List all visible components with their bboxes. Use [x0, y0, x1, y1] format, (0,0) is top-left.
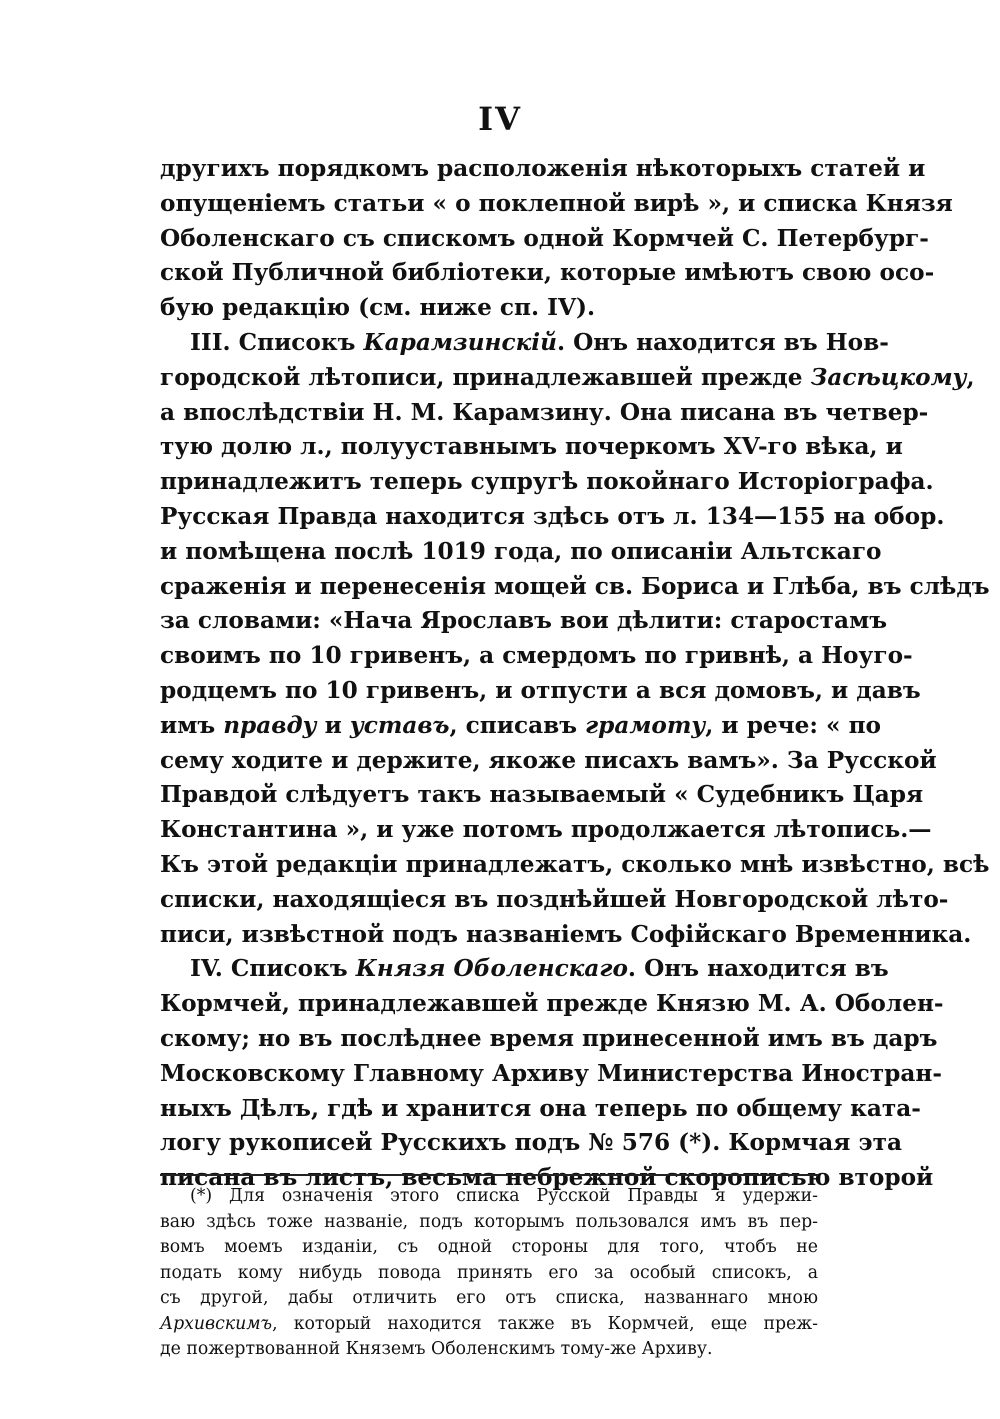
footnote-line: Архивскимъ, который находится также въ Кормчей, еще преж-: [160, 1313, 818, 1334]
text-line: ныхъ Дѣлъ, гдѣ и хранится она теперь по общему ката-: [160, 1094, 921, 1122]
text-line: Оболенскаго съ спискомъ одной Кормчей С. Петербург-: [160, 224, 929, 252]
text-line: Кормчей, принадлежавшей прежде Князю М. А. Оболен-: [160, 990, 944, 1018]
text-line: бую редакцію (см. ниже сп. IV).: [160, 294, 596, 322]
text-line: Московскому Главному Архиву Министерства Иностран-: [160, 1059, 942, 1087]
text-line: и помѣщена послѣ 1019 года, по описаніи Альтскаго: [160, 537, 882, 565]
text-line: Къ этой редакціи принадлежатъ, сколько мнѣ извѣстно, всѣ: [160, 850, 990, 878]
text-line: тую долю л., полууставнымъ почеркомъ XV-го вѣка, и: [160, 433, 903, 461]
text-line: сраженія и перенесенія мощей св. Бориса и Глѣба, въ слѣдъ: [160, 572, 990, 600]
text-line: опущеніемъ статьи « о поклепной вирѣ », и списка Князя: [160, 189, 953, 217]
text-line: Правдой слѣдуетъ такъ называемый « Судебникъ Царя: [160, 781, 924, 809]
footnote-line: (*) Для означенія этого списка Русской Правды я удержи-: [190, 1186, 818, 1206]
main-text: [160, 152, 990, 1196]
text-line: имъ правду и уставъ, списавъ грамоту, и рече: « по: [160, 711, 882, 739]
footnote-line: съ другой, дабы отличить его отъ списка, названнаго мною: [160, 1288, 818, 1308]
text-line: писи, извѣстной подъ названіемъ Софійскаго Временника.: [160, 920, 972, 948]
text-line: родцемъ по 10 гривенъ, и отпусти а вся домовъ, и давъ: [160, 676, 921, 704]
text-line: за словами: «Нача Ярославъ вои дѣлити: старостамъ: [160, 607, 887, 635]
text-line: Русская Правда находится здѣсь отъ л. 134—155 на обор.: [160, 502, 945, 530]
footnote-line: подать кому нибудь повода принять его за особый списокъ, а: [160, 1262, 818, 1283]
footnote-divider: [160, 1174, 818, 1176]
text-line: Константина », и уже потомъ продолжается лѣтопись.—: [160, 816, 932, 844]
text-line: другихъ порядкомъ расположенія нѣкоторыхъ статей и: [160, 155, 926, 182]
text-line: ской Публичной библіотеки, которые имѣютъ свою осо-: [160, 259, 935, 287]
text-line: а впослѣдствіи Н. М. Карамзину. Она писана въ четвер-: [160, 398, 929, 426]
footnote-line: ваю здѣсь тоже названіе, подъ которымъ пользовался имъ въ пер-: [160, 1211, 818, 1232]
text-line: III. Списокъ Карамзинскій. Онъ находится въ Нов-: [190, 328, 889, 356]
page-number: IV: [478, 100, 522, 138]
text-line: сему ходите и держите, якоже писахъ вамъ». За Русской: [160, 746, 937, 774]
text-line: писана въ листъ, весьма небрежной скорописью второй: [160, 1164, 934, 1192]
footnotes: [160, 1184, 818, 1363]
text-line: принадлежитъ теперь супругѣ покойнаго Исторіографа.: [160, 468, 934, 496]
text-line: скому; но въ послѣднее время принесенной имъ въ даръ: [160, 1024, 938, 1052]
text-line: логу рукописей Русскихъ подъ № 576 (*). Кормчая эта: [160, 1129, 902, 1157]
text-line: IV. Списокъ Князя Оболенскаго. Онъ находится въ: [190, 955, 889, 983]
footnote-line: де пожертвованной Княземъ Оболенскимъ тому-же Архиву.: [160, 1339, 713, 1359]
footnote-line: вомъ моемъ изданіи, съ одной стороны для того, чтобъ не: [160, 1237, 818, 1257]
text-line: своимъ по 10 гривенъ, а смердомъ по гривнѣ, а Ноуго-: [160, 642, 913, 670]
text-line: городской лѣтописи, принадлежавшей прежде Засѣцкому,: [160, 363, 975, 391]
text-line: списки, находящіеся въ позднѣйшей Новгородской лѣто-: [160, 885, 949, 913]
